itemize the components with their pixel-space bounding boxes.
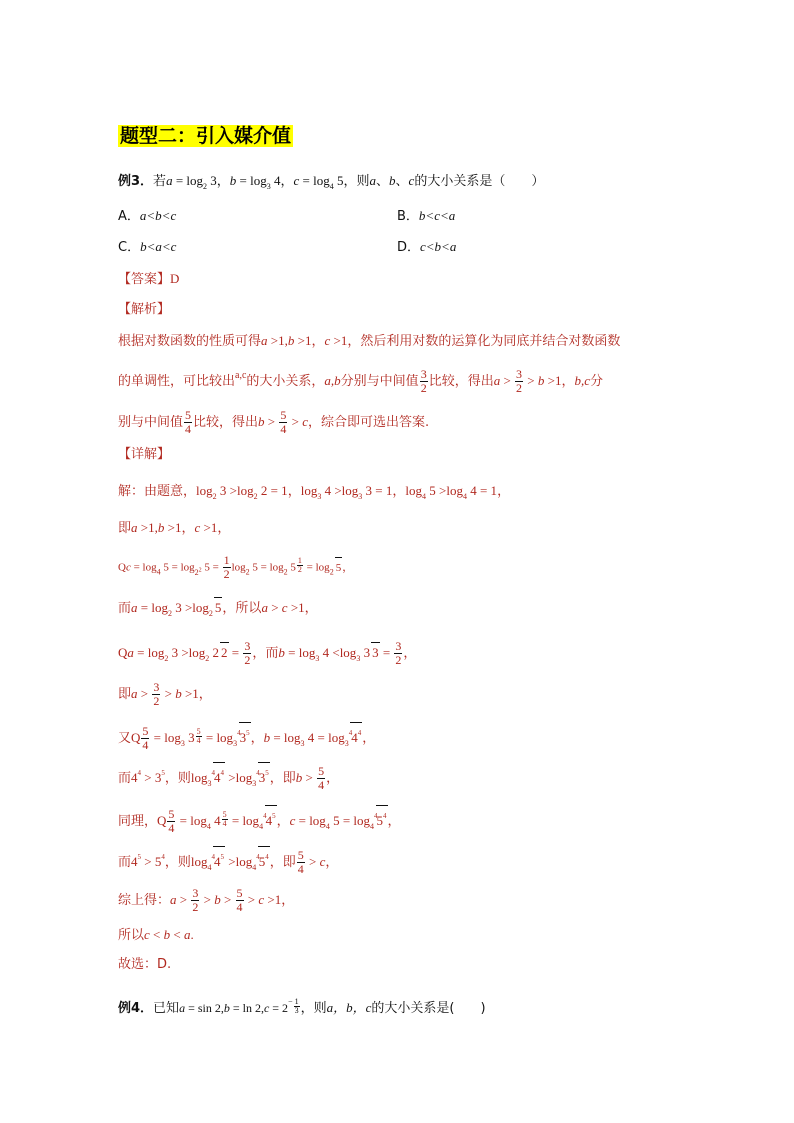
section-title-wrap	[118, 124, 293, 148]
detail-line-3: $Qc = \log_4 5 = \log_{2^2} 5$ = $\frac{1}{2}$ $\log_2 5 = \log_2 5$ $\frac{1}{2}$ = $\log_2 5$，	[118, 553, 354, 581]
analysis-line-2: 的单调性，可比较出$^{a,c}$的大小关系，a,b分别与中间值 $\frac{3}{2}$ 比较，得出a > $\frac{3}{2}$ > b >1，b,c分	[118, 367, 604, 395]
detail-line-9: 同理，Q $\frac{5}{4}$ = $\log_4 4$ $\frac{5}{4}$ = $\log_4^44^5$，$c = \log_4 5 = \log_4^45^4$，	[118, 807, 401, 835]
detail-label: 【详解】	[118, 447, 171, 462]
detail-line-7: 又Q $\frac{5}{4}$ = $\log_3 3$ $\frac{5}{4}$ = $\log_3^43^5$，$b = \log_3 4 = \log_3^44^4$，	[118, 724, 376, 752]
answer-line: 【答案】D	[118, 271, 180, 287]
option-b[interactable]: B．b<c<a	[397, 208, 456, 224]
detail-line-5: $Qa = \log_2 3 >\log_2$ 2 2 = $\frac{3}{2}$ ，而$b = \log_3 4 <\log_3$ 3 3 = $\frac{3}{2}$ ，	[118, 639, 417, 667]
detail-line-4: 而$a = \log_2 3 >\log_2$ 5，所以a > c >1，	[118, 597, 318, 624]
example4-question: 例4．已知a = sin 2,b = ln 2,c = 2− $\frac{1}{3}$ ，则a，b，c的大小关系是( )	[118, 997, 486, 1016]
detail-line-12: 所以c < b < a.	[118, 927, 194, 943]
detail-line-6: 即a > $\frac{3}{2}$ > b >1，	[118, 680, 212, 708]
detail-line-1: 解：由题意，$\log_2 3 >\log_2$ 2 = 1，$\log_3 4 >\log_3$ 3 = 1，$\log_4 5 >\log_4$ 4 = 1，	[118, 483, 511, 501]
example3-label: 例3．	[118, 174, 154, 189]
detail-line-8: 而$4^4 > 3^5$，则$\log_3^44^4 >\log_3^43^5$，即b > $\frac{5}{4}$ ，	[118, 764, 340, 792]
section-title: 题型二：引入媒介值	[120, 125, 292, 147]
example3-question: 例3．若$a = \log_2 3$，$b = \log_3 4$，$c = \log_4 5$，则a、b、c的大小关系是（ ）	[118, 173, 545, 191]
option-d[interactable]: D．c<b<a	[397, 239, 457, 255]
detail-line-11: 综上得：a > $\frac{3}{2}$ > b > $\frac{5}{4}$ > c >1，	[118, 886, 295, 914]
detail-line-2: 即a >1,b >1，c >1，	[118, 520, 231, 536]
analysis-label: 【解析】	[118, 302, 171, 317]
detail-conclusion: 故选：D.	[118, 957, 172, 972]
analysis-line-1: 根据对数函数的性质可得a >1,b >1，c >1，然后利用对数的运算化为同底并结合对数函数	[118, 333, 621, 349]
option-c[interactable]: C．b<a<c	[118, 239, 177, 255]
example4-label: 例4．	[118, 1001, 154, 1016]
analysis-line-3: 别与中间值 $\frac{5}{4}$ 比较，得出b > $\frac{5}{4}$ > c，综合即可选出答案.	[118, 408, 430, 436]
option-a[interactable]: A．a<b<c	[118, 208, 177, 224]
detail-line-10: 而$4^5 > 5^4$，则$\log_4^44^5 >\log_4^45^4$，即 $\frac{5}{4}$ > c，	[118, 848, 339, 876]
